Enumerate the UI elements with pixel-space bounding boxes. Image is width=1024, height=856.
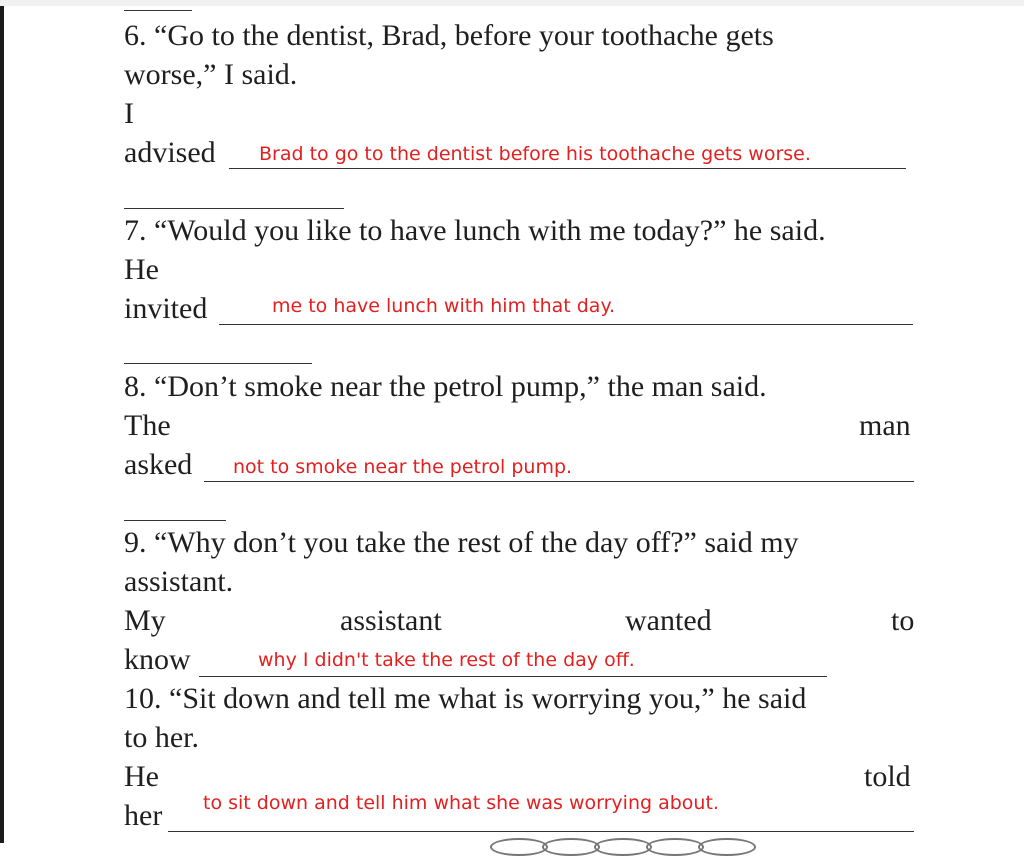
- stem-9-b: know: [124, 643, 191, 676]
- question-8: 8. “Don’t smoke near the petrol pump,” the man said.: [124, 370, 767, 403]
- stem-8-a-right: man: [859, 409, 911, 442]
- stem-9-word-3: wanted: [625, 604, 712, 637]
- answer-6: Brad to go to the dentist before his toothache gets worse.: [259, 143, 811, 165]
- stem-8-b: asked: [124, 448, 193, 481]
- stem-7-b: invited: [124, 292, 208, 325]
- stem-6-a: I: [124, 97, 134, 130]
- answer-line-8: [204, 481, 914, 482]
- stem-6-b: advised: [124, 136, 216, 169]
- question-7: 7. “Would you like to have lunch with me today?” he said.: [124, 214, 826, 247]
- answer-7: me to have lunch with him that day.: [272, 295, 616, 317]
- answer-10: to sit down and tell him what she was worrying about.: [203, 792, 719, 814]
- stem-10-a-right: told: [864, 760, 911, 793]
- cropped-next-line: [480, 832, 780, 843]
- question-9: 9. “Why don’t you take the rest of the day off?” said my: [124, 526, 799, 559]
- question-10: 10. “Sit down and tell me what is worrying you,” he said: [124, 682, 807, 715]
- stem-9-word-2: assistant: [340, 604, 442, 637]
- question-10-cont: to her.: [124, 721, 199, 754]
- answer-line-8-cont: [124, 520, 226, 521]
- answer-line-7: [219, 324, 913, 325]
- answer-line-6-cont: [124, 208, 344, 209]
- answer-9: why I didn't take the rest of the day off.: [258, 649, 635, 671]
- answer-8: not to smoke near the petrol pump.: [233, 456, 573, 478]
- answer-line-6: [229, 168, 906, 169]
- answer-line-7-cont: [124, 363, 312, 364]
- stem-10-a: He: [124, 760, 159, 793]
- stem-8-a: The: [124, 409, 171, 442]
- stem-7-a: He: [124, 253, 159, 286]
- stem-10-b: her: [124, 799, 163, 832]
- question-6-cont: worse,” I said.: [124, 58, 298, 91]
- question-6: 6. “Go to the dentist, Brad, before your toothache gets: [124, 19, 774, 52]
- stem-9-word-4: to: [891, 604, 915, 637]
- stem-9-word-1: My: [124, 604, 166, 637]
- short-rule: [124, 10, 192, 11]
- question-9-cont: assistant.: [124, 565, 234, 598]
- answer-line-9: [199, 676, 827, 677]
